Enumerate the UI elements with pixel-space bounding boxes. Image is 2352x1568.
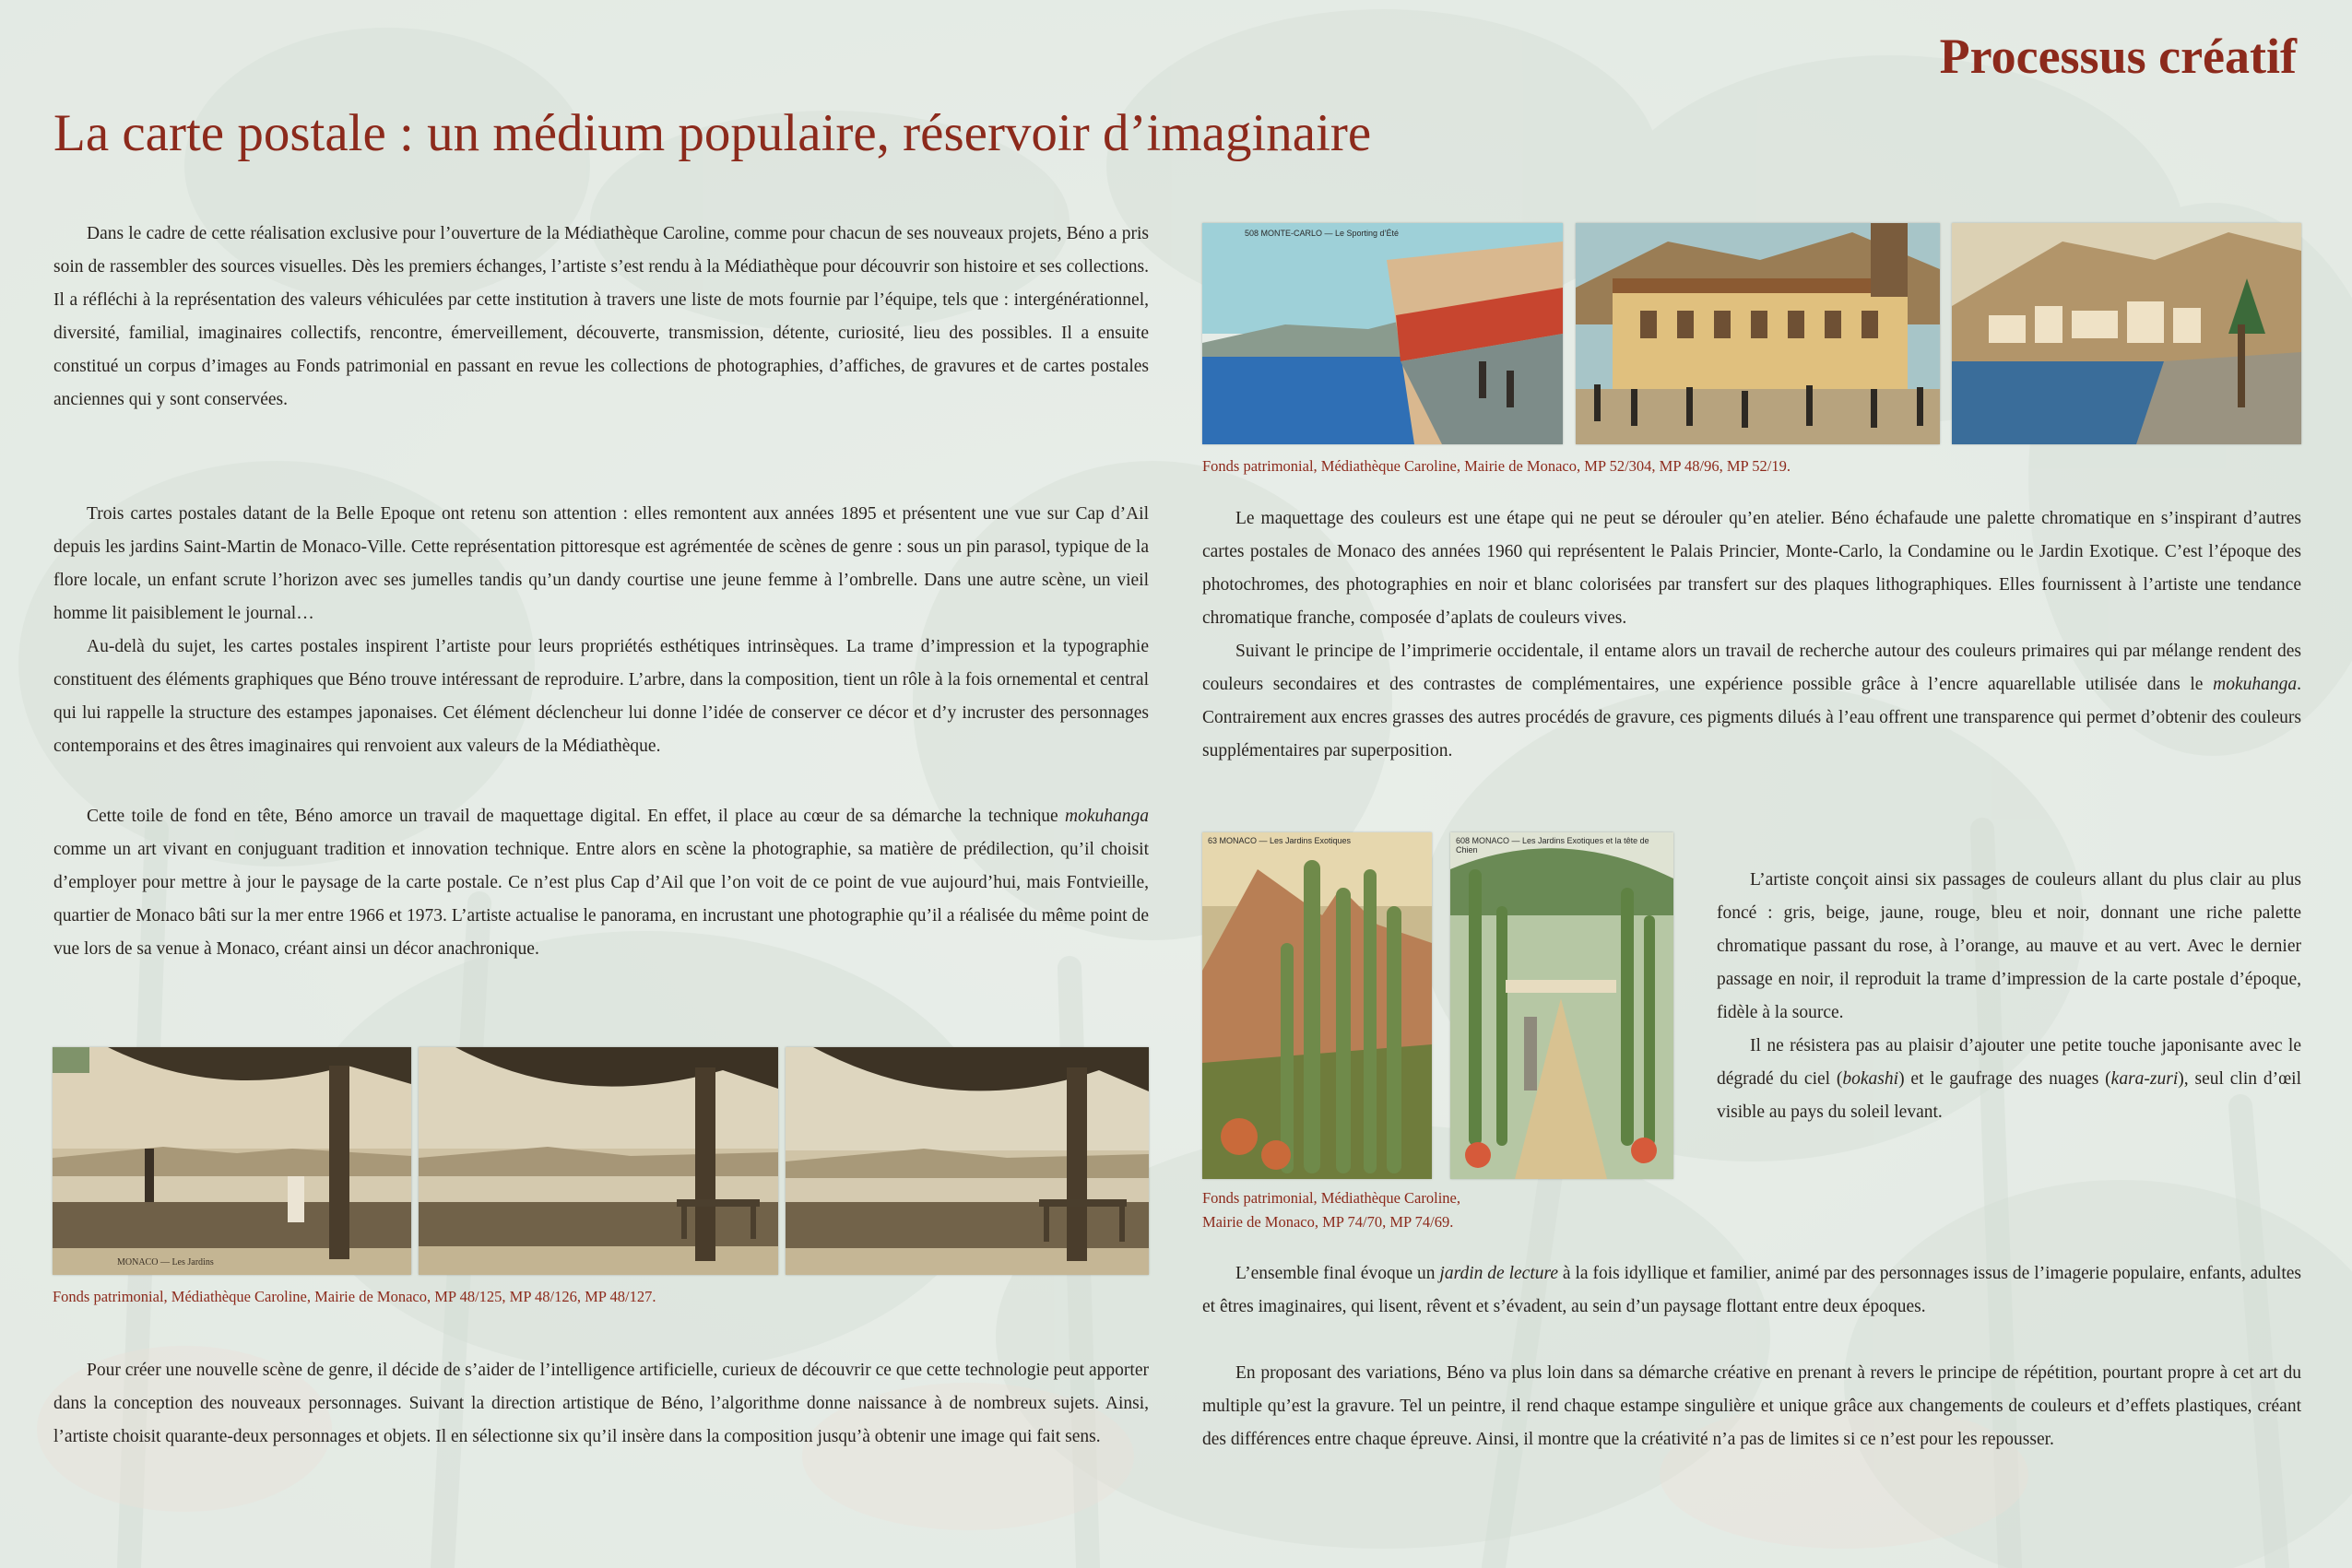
right-paragraphs-3-4 — [1717, 864, 2301, 1129]
postcard-sepia-3 — [786, 1047, 1149, 1275]
right-mid-caption: Fonds patrimonial, Médiathèque Caroline, Mairie de Monaco, MP 74/70, MP 74/69. — [1202, 1189, 1460, 1231]
postcard-jardin-2-label: 608 MONACO — Les Jardins Exotiques et la tête de Chien — [1456, 836, 1649, 855]
right-paragraphs-1-2 — [1202, 502, 2301, 768]
postcard-monte-carlo-label: 508 MONTE-CARLO — Le Sporting d’Été — [1245, 229, 1400, 238]
left-paragraph-1: Dans le cadre de cette réalisation exclusive pour l’ouverture de la Médiathèque Caroline, comme pour chacun de ses nouveaux projets, Béno a pris soin de rassembler des sources visuelles. Dès les premiers échanges, l’artiste s’est rendu à la Médiathèque pour découvrir son histoire et ses collections. Il a réfléchi à la représentation des valeurs véhiculées par cette institution à travers une liste de mots fournie par l’équipe, tels que : intergénérationnel, diversité, familial, imaginaires collectifs, rencontre, émerveillement, découverte, transmission, détente, curiosité, lieu des possibles. Il a ensuite constitué un corpus d’images au Fonds patrimonial en passant en revue les collections de photographies, d’affiches, de gravures et de cartes postales anciennes qui y sont conservées. — [53, 224, 1149, 409]
page-title: La carte postale : un médium populaire, réservoir d’imaginaire — [53, 104, 1372, 162]
right-paragraph-5: L’ensemble final évoque un jardin de lecture à la fois idyllique et familier, animé par des personnages issus de l’imagerie populaire, enfants, adultes et êtres imaginaires, qui lisent, rêvent et s’évadent, au sein d’un paysage flottant entre deux époques. — [1202, 1264, 2301, 1316]
right-top-caption: Fonds patrimonial, Médiathèque Caroline, Mairie de Monaco, MP 52/304, MP 48/96, MP 52/19. — [1202, 457, 1791, 475]
postcard-sepia-1 — [53, 1047, 411, 1275]
right-paragraph-1: Le maquettage des couleurs est une étape qui ne peut se dérouler qu’en atelier. Béno échafaude une palette chromatique en s’inspirant d’autres cartes postales de Monaco des années 1960 qui représentent le Palais Princier, Monte-Carlo, la Condamine ou le Jardin Exotique. C’est l’époque des photochromes, des photographies en noir et blanc colorisées par transfert sur des plaques lithographiques. Elles fournissent à l’artiste une tendance chromatique franche, composée d’aplats de couleurs vives. — [1202, 509, 2301, 628]
left-paragraph-2: Trois cartes postales datant de la Belle Epoque ont retenu son attention : elles remontent aux années 1895 et présentent une vue sur Cap d’Ail depuis les jardins Saint-Martin de Monaco-Ville. Cette représentation pittoresque est agrémentée de scènes de genre : sous un pin parasol, typique de la flore locale, un enfant scrute l’horizon avec ses jumelles tandis qu’un dandy courtise une jeune femme à l’ombrelle. Dans une autre scène, un vieil homme lit paisiblement le journal… — [53, 504, 1149, 623]
postcard-jardin-exotique-2 — [1450, 832, 1673, 1179]
right-paragraph-3: L’artiste conçoit ainsi six passages de couleurs allant du plus clair au plus foncé : gris, beige, jaune, rouge, bleu et noir, donnant une riche palette chromatique passant du rose, à l’orange, au mauve et au vert. Avec le dernier passage en noir, il reproduit la trame d’impression de la carte postale d’époque, fidèle à la source. — [1717, 870, 2301, 1022]
postcard-condamine — [1952, 223, 2301, 444]
left-paragraph-4: Cette toile de fond en tête, Béno amorce un travail de maquettage digital. En effet, il place au cœur de sa démarche la technique mokuhanga comme un art vivant en conjuguant tradition et innovation technique. Entre alors en scène la photographie, sa matière de prédilection, qu’il choisit d’employer pour mettre à jour le paysage de la carte postale. Ce n’est plus Cap d’Ail que l’on voit de ce point de vue aujourd’hui, mais Fontvieille, quartier de Monaco bâti sur la mer entre 1966 et 1973. L’artiste actualise le panorama, en incrustant une photographie qu’il a réalisée du même point de vue lors de sa venue à Monaco, créant ainsi un décor anachronique. — [53, 807, 1149, 959]
postcard-1-label: MONACO — Les Jardins — [117, 1257, 214, 1267]
postcard-palais-princier — [1576, 223, 1940, 444]
left-paragraphs-2-3 — [53, 498, 1149, 763]
right-paragraph-6: En proposant des variations, Béno va plus loin dans sa démarche créative en prenant à revers le principe de répétition, pourtant propre à cet art du multiple qu’est la gravure. Tel un peintre, il rend chaque estampe singulière et unique grâce aux changements de couleurs et d’effets plastiques, créant des différences entre chaque épreuve. Ainsi, il montre que la créativité n’a pas de limites si ce n’est pour les repousser. — [1202, 1363, 2301, 1449]
postcard-sepia-2 — [419, 1047, 778, 1275]
postcard-jardin-1-label: 63 MONACO — Les Jardins Exotiques — [1208, 836, 1352, 845]
postcard-jardin-exotique-1 — [1202, 832, 1432, 1179]
left-paragraph-3: Au-delà du sujet, les cartes postales inspirent l’artiste pour leurs propriétés esthétiques intrinsèques. La trame d’impression et la typographie constituent des éléments graphiques que Béno trouve intéressant de reproduire. L’arbre, dans la composition, tient un rôle à la fois ornemental et central qui lui rappelle la structure des estampes japonaises. Cet élément déclencheur lui donne l’idée de conserver ce décor et d’y incruster des personnages contemporains et des êtres imaginaires qui renvoient aux valeurs de la Médiathèque. — [53, 637, 1149, 756]
left-paragraph-5: Pour créer une nouvelle scène de genre, il décide de s’aider de l’intelligence artificielle, curieux de découvrir ce que cette technologie peut apporter dans la conception des nouveaux personnages. Suivant la direction artistique de Béno, l’algorithme donne naissance à de nombreux sujets. Ainsi, l’artiste choisit quarante-deux personnages et objets. Il en sélectionne six qu’il insère dans la composition jusqu’à obtenir une image qui fait sens. — [53, 1361, 1149, 1446]
left-image-caption: Fonds patrimonial, Médiathèque Caroline, Mairie de Monaco, MP 48/125, MP 48/126, MP 48/127. — [53, 1288, 656, 1305]
right-paragraph-2: Suivant le principe de l’imprimerie occidentale, il entame alors un travail de recherche autour des couleurs primaires qui par mélange rendent des couleurs secondaires et des contrastes de complémentaires, une expérience possible grâce à l’encre aquarellable utilisée dans le mokuhanga. Contrairement aux encres grasses des autres procédés de gravure, ces pigments dilués à l’eau offrent une transparence qui permet d’obtenir des couleurs supplémentaires par superposition. — [1202, 642, 2301, 760]
right-paragraph-4: Il ne résistera pas au plaisir d’ajouter une petite touche japonisante avec le dégradé du ciel (bokashi) et le gaufrage des nuages (kara-zuri), seul clin d’œil visible au pays du soleil levant. — [1717, 1036, 2301, 1122]
section-heading: Processus créatif — [1939, 29, 2297, 84]
postcard-monte-carlo — [1202, 223, 1563, 444]
